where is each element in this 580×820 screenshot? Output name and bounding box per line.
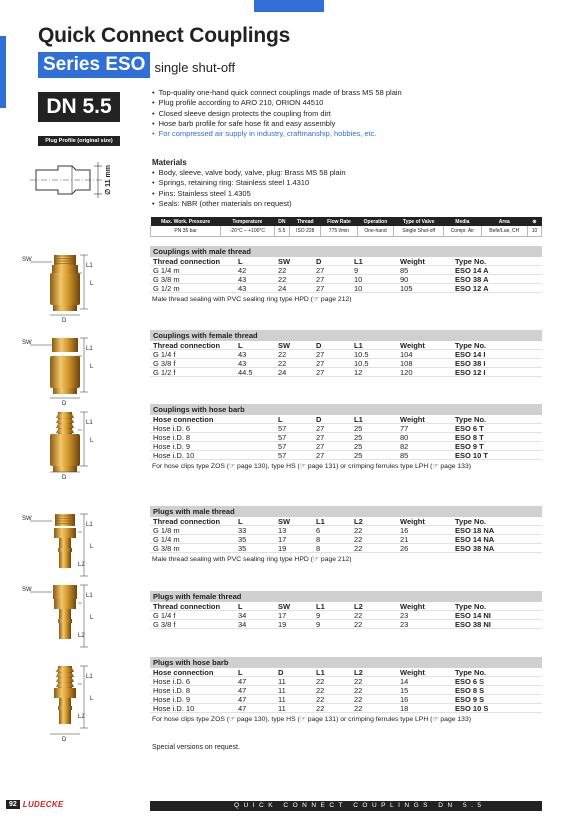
table-cell: 23 [400, 620, 409, 629]
type-number: ESO 14 NA [455, 535, 495, 544]
table-cell: G 1/4 f [153, 350, 176, 359]
table-cell: 11 [278, 704, 286, 713]
feature-item: • Closed sleeve design protects the coupling from dirt [152, 109, 402, 119]
table-cell: 9 [316, 611, 321, 620]
table-row [150, 695, 542, 704]
table-cell: Hose i.D. 6 [153, 424, 191, 433]
table-cell: 43 [238, 275, 247, 284]
column-header: Weight [400, 341, 425, 350]
table-cell: 42 [238, 266, 247, 275]
column-header: Weight [400, 415, 425, 424]
table-row [150, 275, 542, 284]
column-header: L [238, 341, 243, 350]
section-plug-barb [150, 657, 542, 725]
table-cell: G 3/8 m [153, 544, 180, 553]
dim-label-sw: SW [22, 587, 32, 593]
feature-list [152, 88, 402, 139]
column-header: Weight [400, 668, 425, 677]
column-header: L2 [354, 517, 363, 526]
table-cell: Hose i.D. 8 [153, 433, 191, 442]
table-cell: Hose i.D. 9 [153, 695, 191, 704]
material-item: • Springs, retaining ring: Stainless steel 1.4310 [152, 178, 346, 188]
table-cell: Hose i.D. 6 [153, 677, 191, 686]
plug-barb-illustration-icon [22, 664, 112, 744]
table-cell: 27 [316, 424, 325, 433]
dim-label-l2: L2 [78, 714, 85, 720]
table-cell: 16 [400, 526, 409, 535]
column-header: Type No. [455, 341, 487, 350]
spec-header-valve: Type of Valve [394, 217, 444, 226]
type-number: ESO 18 NA [455, 526, 495, 535]
section-coupling-male [150, 246, 542, 305]
spec-value: 775 l/min [321, 226, 358, 236]
table-cell: 105 [400, 284, 413, 293]
table-cell: 24 [278, 368, 287, 377]
table-cell: G 1/8 m [153, 526, 180, 535]
dim-label-l1: L1 [86, 674, 93, 680]
type-number: ESO 12 I [455, 368, 486, 377]
page-title: Quick Connect Couplings [38, 24, 291, 47]
section-title: Plugs with hose barb [150, 657, 542, 668]
feature-item: • Top-quality one-hand quick connect couplings made of brass MS 58 plain [152, 88, 402, 98]
type-number: ESO 12 A [455, 284, 489, 293]
column-header: SW [278, 517, 291, 526]
type-number: ESO 9 S [455, 695, 485, 704]
table-cell: G 1/4 m [153, 266, 180, 275]
column-header: Thread connection [153, 517, 221, 526]
table-row [150, 704, 542, 713]
table-cell: 11 [278, 686, 286, 695]
table-cell: 10 [354, 275, 363, 284]
dim-label-d: D [62, 475, 67, 480]
table-cell: 120 [400, 368, 413, 377]
series-name: Series ESO [38, 52, 150, 78]
spec-header-area: Area [481, 217, 527, 226]
table-cell: 43 [238, 284, 247, 293]
table-cell: 22 [278, 359, 287, 368]
table-cell: 57 [278, 442, 287, 451]
table-cell: 22 [278, 275, 287, 284]
spec-header-pressure: Max. Work. Pressure [151, 217, 221, 226]
table-cell: 11 [278, 695, 286, 704]
table-cell: 22 [354, 677, 363, 686]
material-item: • Pins: Stainless steel 1.4305 [152, 189, 346, 199]
brand-logo: LUDECKE [22, 800, 64, 809]
table-cell: Hose i.D. 9 [153, 442, 191, 451]
column-header: Type No. [455, 415, 487, 424]
materials-list [152, 168, 346, 209]
table-row [150, 620, 542, 629]
dim-label-l: L [90, 364, 94, 370]
spec-table [150, 217, 542, 237]
column-header: Type No. [455, 602, 487, 611]
column-header: Thread connection [153, 602, 221, 611]
column-header-row [150, 602, 542, 611]
table-cell: 8 [316, 544, 321, 553]
table-cell: 80 [400, 433, 409, 442]
dim-label-l2: L2 [78, 633, 85, 639]
column-header: Thread connection [153, 257, 221, 266]
table-cell: 22 [354, 686, 363, 695]
table-cell: 82 [400, 442, 409, 451]
section-note: For hose clips type ZOS (☞ page 130), type HS (☞ page 131) or crimping ferrules type LPH (☞ page 133) [152, 463, 471, 470]
section-note: Male thread sealing with PVC sealing ring type HPD (☞ page 212) [152, 296, 352, 303]
column-header: Type No. [455, 517, 487, 526]
series-subtitle: single shut-off [154, 60, 236, 75]
table-cell: 22 [354, 704, 363, 713]
type-number: ESO 10 S [455, 704, 489, 713]
table-cell: G 3/8 m [153, 275, 180, 284]
section-coupling-female [150, 330, 542, 377]
column-header: L [238, 257, 243, 266]
table-cell: 43 [238, 359, 247, 368]
spec-header-operation: Operation [357, 217, 394, 226]
table-cell: 11 [278, 677, 286, 686]
column-header-row [150, 415, 542, 424]
column-header: D [316, 341, 322, 350]
table-cell: 104 [400, 350, 413, 359]
table-cell: 47 [238, 704, 247, 713]
column-header: L [238, 668, 243, 677]
table-cell: 27 [316, 451, 325, 460]
spec-value: -20°C – +100°C [221, 226, 274, 236]
type-number: ESO 9 T [455, 442, 484, 451]
material-item: • Body, sleeve, valve body, valve, plug: Brass MS 58 plain [152, 168, 346, 178]
table-row [150, 359, 542, 368]
table-cell: 27 [316, 433, 325, 442]
table-cell: 35 [238, 544, 247, 553]
table-cell: 6 [316, 526, 321, 535]
spec-value-row [151, 226, 542, 236]
table-cell: 22 [278, 350, 287, 359]
column-header: L2 [354, 668, 363, 677]
column-header: SW [278, 341, 291, 350]
spec-header-thread: Thread [290, 217, 321, 226]
table-cell: 108 [400, 359, 413, 368]
table-cell: 27 [316, 266, 325, 275]
type-number: ESO 8 T [455, 433, 484, 442]
footer-brand [6, 800, 64, 809]
table-cell: 35 [238, 535, 247, 544]
table-row [150, 611, 542, 620]
column-header: SW [278, 602, 291, 611]
spec-value: 5.5 [274, 226, 290, 236]
column-header: L2 [354, 602, 363, 611]
table-cell: 22 [354, 620, 363, 629]
spec-value: Befe/Lue, CH [481, 226, 527, 236]
column-header: L1 [354, 341, 363, 350]
table-cell: 14 [400, 677, 409, 686]
spec-header-temperature: Temperature [221, 217, 274, 226]
dim-label-sw: SW [22, 516, 32, 522]
table-cell: G 1/4 m [153, 535, 180, 544]
table-cell: G 3/8 f [153, 620, 176, 629]
table-cell: 22 [316, 695, 325, 704]
column-header-row [150, 257, 542, 266]
dim-label-l2: L2 [78, 562, 85, 568]
column-header: D [316, 415, 322, 424]
footer-running-title: QUICK CONNECT COUPLINGS DN 5.5 [150, 801, 542, 811]
feature-item: • Hose barb profile for safe hose fit and easy assembly [152, 119, 402, 129]
column-header: L [238, 602, 243, 611]
column-header: L1 [316, 602, 325, 611]
table-cell: G 3/8 f [153, 359, 176, 368]
column-header-row [150, 341, 542, 350]
dim-label-l1: L1 [86, 346, 93, 352]
table-cell: 9 [316, 620, 321, 629]
table-row [150, 368, 542, 377]
column-header-row [150, 668, 542, 677]
column-header: Type No. [455, 668, 487, 677]
type-number: ESO 38 I [455, 359, 486, 368]
table-cell: 22 [316, 704, 325, 713]
table-cell: G 1/4 f [153, 611, 176, 620]
dim-label-l1: L1 [86, 263, 93, 269]
table-cell: 44.5 [238, 368, 253, 377]
top-accent-bar [254, 0, 324, 12]
column-header: L [238, 517, 243, 526]
table-cell: 22 [354, 695, 363, 704]
table-cell: 8 [316, 535, 321, 544]
spec-value: 10 [527, 226, 541, 236]
dim-label-l: L [90, 281, 94, 287]
column-header: L [278, 415, 283, 424]
table-cell: 17 [278, 535, 287, 544]
table-row [150, 544, 542, 553]
spec-header-flow: Flow Rate [321, 217, 358, 226]
table-cell: 10.5 [354, 350, 369, 359]
type-number: ESO 6 S [455, 677, 485, 686]
type-number: ESO 8 S [455, 686, 485, 695]
table-cell: 22 [316, 686, 325, 695]
column-header: Thread connection [153, 341, 221, 350]
left-accent-bar [0, 36, 6, 108]
table-cell: Hose i.D. 8 [153, 686, 191, 695]
table-cell: 27 [316, 350, 325, 359]
table-cell: 23 [400, 611, 409, 620]
spec-value: ISO 228 [290, 226, 321, 236]
section-note: Male thread sealing with PVC sealing ring type HPD (☞ page 212) [152, 556, 352, 563]
table-cell: 19 [278, 620, 287, 629]
table-row [150, 535, 542, 544]
section-coupling-barb [150, 404, 542, 472]
materials-heading: Materials [152, 158, 187, 167]
table-row [150, 424, 542, 433]
type-number: ESO 38 NA [455, 544, 495, 553]
table-cell: 21 [400, 535, 409, 544]
table-cell: 57 [278, 451, 287, 460]
coupling-female-illustration-icon [22, 336, 112, 408]
table-cell: 27 [316, 359, 325, 368]
table-row [150, 266, 542, 275]
section-title: Plugs with female thread [150, 591, 542, 602]
spec-header-media: Media [444, 217, 481, 226]
section-title: Couplings with hose barb [150, 404, 542, 415]
coupling-male-illustration-icon [22, 253, 112, 325]
column-header: Type No. [455, 257, 487, 266]
table-cell: 22 [354, 526, 363, 535]
feature-item: • Plug profile according to ARO 210, ORION 44510 [152, 98, 402, 108]
table-cell: G 1/2 m [153, 284, 180, 293]
dn-badge: DN 5.5 [38, 92, 120, 122]
plug-profile-label: Plug Profile (original size) [38, 136, 120, 146]
table-row [150, 677, 542, 686]
type-number: ESO 6 T [455, 424, 484, 433]
dim-label-l: L [90, 615, 94, 621]
dim-label-l1: L1 [86, 593, 93, 599]
table-cell: 34 [238, 620, 247, 629]
table-cell: 13 [278, 526, 287, 535]
table-cell: 43 [238, 350, 247, 359]
column-header: L1 [354, 415, 363, 424]
table-cell: 85 [400, 266, 409, 275]
table-cell: 22 [354, 611, 363, 620]
plug-profile-drawing [30, 152, 126, 208]
section-title: Plugs with male thread [150, 506, 542, 517]
dim-label-l1: L1 [86, 522, 93, 528]
table-cell: 24 [278, 284, 287, 293]
table-row [150, 451, 542, 460]
dim-label-sw: SW [22, 340, 32, 346]
table-cell: 26 [400, 544, 409, 553]
column-header: Hose connection [153, 668, 214, 677]
spec-value: Single Shut-off [394, 226, 444, 236]
column-header: Weight [400, 602, 425, 611]
table-cell: 9 [354, 266, 359, 275]
table-cell: 16 [400, 695, 409, 704]
column-header-row [150, 517, 542, 526]
table-cell: 25 [354, 442, 363, 451]
table-cell: 57 [278, 424, 287, 433]
table-cell: 85 [400, 451, 409, 460]
table-cell: Hose i.D. 10 [153, 451, 195, 460]
feature-item-highlight: • For compressed air supply in industry, craftmanship, hobbies, etc. [152, 129, 402, 139]
section-plug-female [150, 591, 542, 629]
table-cell: 15 [400, 686, 409, 695]
spec-header-dn: DN [274, 217, 290, 226]
material-item: • Seals: NBR (other materials on request) [152, 199, 346, 209]
coupling-barb-illustration-icon [22, 410, 112, 482]
type-number: ESO 14 I [455, 350, 486, 359]
type-number: ESO 10 T [455, 451, 488, 460]
table-cell: 90 [400, 275, 409, 284]
plug-dimension-label: ∅ 11 mm [105, 165, 112, 195]
table-cell: 10.5 [354, 359, 369, 368]
column-header: D [278, 668, 284, 677]
table-cell: 22 [354, 544, 363, 553]
column-header: L1 [354, 257, 363, 266]
section-plug-male [150, 506, 542, 565]
table-cell: 27 [316, 442, 325, 451]
table-cell: 57 [278, 433, 287, 442]
column-header: Hose connection [153, 415, 214, 424]
table-row [150, 350, 542, 359]
column-header: L1 [316, 668, 325, 677]
table-cell: 25 [354, 424, 363, 433]
table-cell: 17 [278, 611, 287, 620]
section-title: Couplings with male thread [150, 246, 542, 257]
column-header: SW [278, 257, 291, 266]
type-number: ESO 38 A [455, 275, 489, 284]
dim-label-l: L [90, 544, 94, 550]
table-cell: 19 [278, 544, 287, 553]
table-cell: 10 [354, 284, 363, 293]
dim-label-sw: SW [22, 257, 32, 263]
series-heading [38, 52, 235, 78]
table-cell: 33 [238, 526, 247, 535]
table-cell: 34 [238, 611, 247, 620]
table-cell: 12 [354, 368, 363, 377]
table-cell: 47 [238, 695, 247, 704]
dim-label-l: L [90, 696, 94, 702]
special-versions-note: Special versions on request. [152, 744, 240, 751]
section-title: Couplings with female thread [150, 330, 542, 341]
column-header: Weight [400, 517, 425, 526]
dim-label-l1: L1 [86, 420, 93, 426]
plug-female-illustration-icon [22, 583, 112, 663]
table-cell: 25 [354, 433, 363, 442]
table-row [150, 442, 542, 451]
table-cell: 27 [316, 275, 325, 284]
table-row [150, 433, 542, 442]
type-number: ESO 38 NI [455, 620, 491, 629]
dim-label-d: D [62, 401, 67, 406]
spec-value: One-hand [357, 226, 394, 236]
table-cell: 22 [316, 677, 325, 686]
table-cell: 27 [316, 284, 325, 293]
table-cell: 22 [278, 266, 287, 275]
table-row [150, 686, 542, 695]
table-cell: G 1/2 f [153, 368, 176, 377]
table-cell: 47 [238, 677, 247, 686]
table-cell: 18 [400, 704, 409, 713]
column-header: D [316, 257, 322, 266]
table-cell: 25 [354, 451, 363, 460]
table-cell: 27 [316, 368, 325, 377]
table-cell: 47 [238, 686, 247, 695]
plug-male-illustration-icon [22, 512, 112, 592]
spec-value: PN 35 bar [151, 226, 221, 236]
table-row [150, 526, 542, 535]
column-header: L1 [316, 517, 325, 526]
spec-header-pack-icon: ⊛ [527, 217, 541, 226]
dim-label-l: L [90, 438, 94, 444]
spec-header-row [151, 217, 542, 226]
table-cell: 77 [400, 424, 409, 433]
type-number: ESO 14 A [455, 266, 489, 275]
column-header: Weight [400, 257, 425, 266]
spec-value: Compr. Air [444, 226, 481, 236]
table-cell: 22 [354, 535, 363, 544]
table-cell: Hose i.D. 10 [153, 704, 195, 713]
dim-label-d: D [62, 318, 67, 323]
type-number: ESO 14 NI [455, 611, 491, 620]
dim-label-d: D [62, 737, 67, 742]
page-number: 92 [6, 800, 20, 809]
section-note: For hose clips type ZOS (☞ page 130), type HS (☞ page 131) or crimping ferrules type LPH (☞ page 133) [152, 716, 471, 723]
table-row [150, 284, 542, 293]
